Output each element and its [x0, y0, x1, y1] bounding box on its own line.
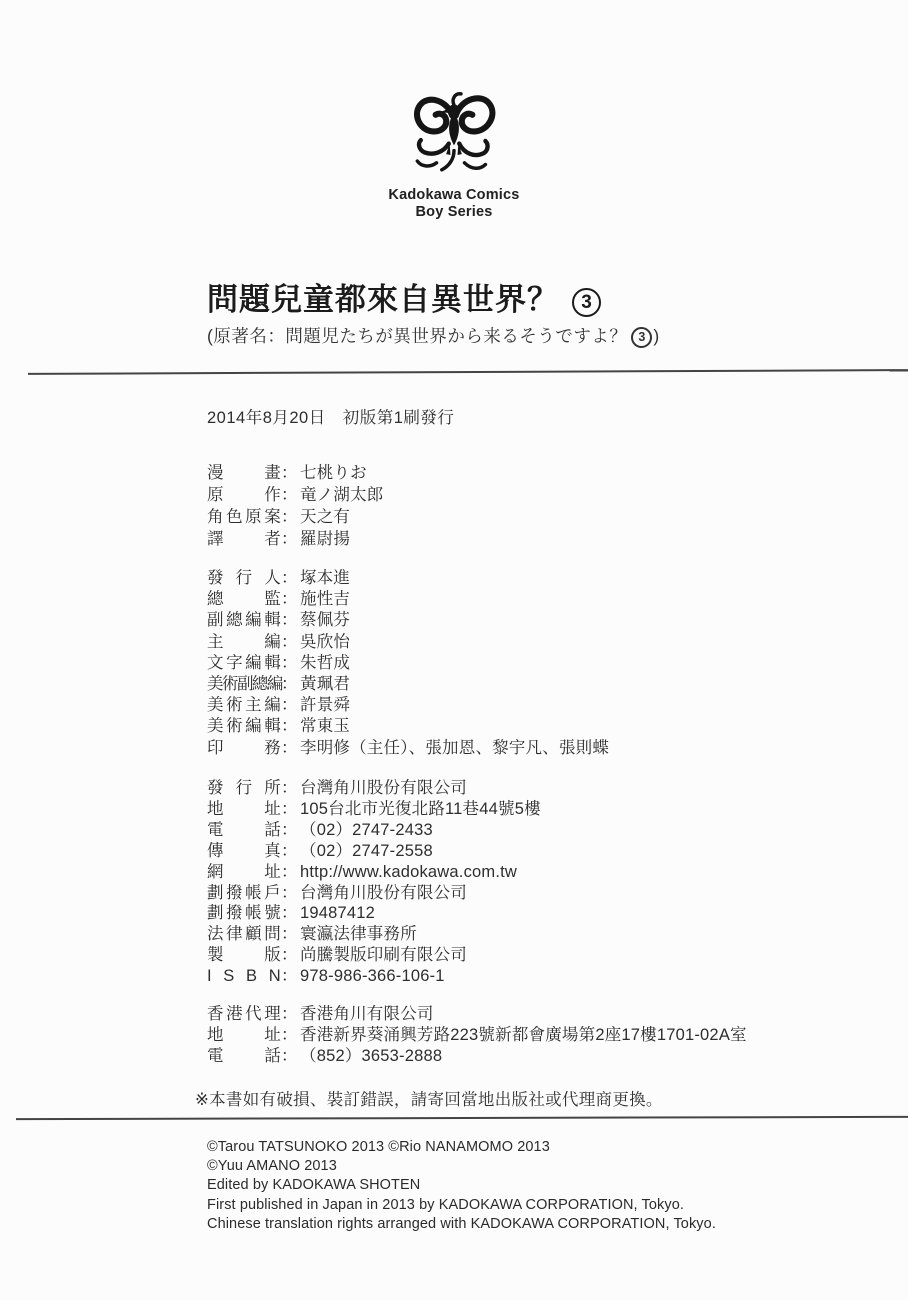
row-label: 美術編輯 [207, 717, 281, 736]
publisher-row [207, 820, 541, 841]
hk-agent-row [207, 1004, 747, 1025]
publisher-row [207, 945, 541, 966]
row-value: 尚騰製版印刷有限公司 [300, 946, 467, 965]
credit-row [207, 462, 384, 484]
publisher-row [207, 966, 541, 987]
row-value: （02）2747-2433 [300, 820, 433, 839]
row-colon: ： [281, 862, 298, 881]
row-label: 發 行 所 [207, 779, 281, 797]
kadokawa-phoenix-icon [410, 86, 498, 182]
row-label: 總 監 [207, 590, 281, 609]
row-colon: ： [281, 925, 298, 944]
credit-row [207, 589, 609, 610]
publisher-row [207, 799, 541, 820]
copyright-line: ©Tarou TATSUNOKO 2013 ©Rio NANAMOMO 2013 [207, 1139, 550, 1155]
row-value: 寰瀛法律事務所 [300, 925, 417, 944]
logo-caption-line1: Kadokawa Comics [388, 187, 520, 203]
original-title-text: (原著名：問題児たちが異世界から来るそうですよ？ [207, 326, 628, 346]
row-label: 文字編輯 [207, 653, 281, 672]
top-divider [28, 369, 908, 375]
copyright-line: Chinese translation rights arranged with KADOKAWA CORPORATION, Tokyo. [207, 1215, 716, 1232]
row-value: 羅尉揚 [300, 530, 351, 548]
row-label: 角色原案 [207, 508, 281, 526]
row-colon: ： [281, 717, 298, 736]
row-value: 黃珮君 [300, 675, 351, 694]
row-value: （02）2747-2558 [300, 841, 433, 860]
row-label: 發 行 人 [207, 569, 281, 587]
row-colon: ： [281, 696, 298, 715]
editorial-credits [207, 568, 609, 759]
book-title-text: 問題兒童都來自異世界？ [207, 282, 559, 317]
credit-row [207, 632, 609, 653]
row-value: 吳欣怡 [300, 632, 351, 651]
staff-credits [207, 462, 384, 550]
row-colon: ： [281, 611, 298, 630]
row-label: 網 址 [207, 862, 281, 881]
title-block [207, 283, 867, 348]
row-value: 竜ノ湖太郎 [300, 486, 384, 504]
row-colon: ： [281, 904, 298, 923]
row-value: 台灣角川股份有限公司 [300, 883, 467, 902]
row-colon: ： [281, 779, 298, 797]
row-label: 傳 真 [207, 841, 281, 860]
row-label: 地 址 [207, 1026, 281, 1044]
website-url: http://www.kadokawa.com.tw [300, 862, 518, 881]
credit-row [207, 528, 384, 550]
row-label: 香港代理 [207, 1005, 281, 1023]
copyright-line: Edited by KADOKAWA SHOTEN [207, 1177, 421, 1194]
row-label: 副總編輯 [207, 611, 281, 630]
copyright-line: ©Yuu AMANO 2013 [207, 1158, 337, 1175]
row-colon: ： [281, 820, 298, 839]
original-volume-number-circled: 3 [631, 327, 652, 348]
logo-caption-line2: Boy Series [415, 204, 493, 220]
row-label: 製 版 [207, 946, 281, 965]
row-colon: ： [281, 799, 298, 818]
row-value: 香港角川有限公司 [300, 1005, 434, 1023]
credit-row [207, 506, 384, 528]
row-value: 塚本進 [300, 569, 351, 587]
row-colon: ： [281, 883, 298, 902]
row-value: 蔡佩芬 [300, 611, 351, 630]
row-colon: ： [281, 569, 298, 587]
credit-row [207, 674, 609, 695]
publisher-row [207, 883, 541, 904]
row-label: 主 編 [207, 632, 281, 651]
publisher-row [207, 924, 541, 945]
hk-agent-row [207, 1025, 747, 1046]
copyright-line: First published in Japan in 2013 by KADOKAWA CORPORATION, Tokyo. [207, 1196, 685, 1213]
row-label: 漫 畫 [207, 464, 281, 482]
row-label: 原 作 [207, 486, 281, 504]
credit-row [207, 653, 609, 674]
credit-row [207, 610, 609, 631]
row-label: 美術主編 [207, 696, 281, 715]
row-label: 劃撥帳號 [207, 904, 281, 923]
row-value: （852）3653-2888 [300, 1047, 443, 1065]
row-colon: ： [281, 738, 298, 757]
row-label: 美術副總編 [207, 675, 281, 694]
row-colon: ： [281, 653, 298, 672]
credit-row [207, 716, 609, 737]
row-colon: ： [281, 946, 298, 965]
row-label: I S B N [207, 967, 281, 986]
bottom-divider [16, 1116, 908, 1121]
row-value: 天之有 [300, 508, 351, 526]
row-label: 電 話 [207, 1047, 281, 1065]
credit-row [207, 738, 609, 759]
row-value: 施性吉 [300, 590, 351, 609]
publisher-info [207, 778, 541, 987]
row-label: 法律顧問 [207, 925, 281, 944]
row-value: 許景舜 [300, 696, 351, 715]
row-label: 地 址 [207, 799, 281, 818]
publisher-row [207, 903, 541, 924]
row-label: 譯 者 [207, 530, 281, 548]
damage-notice: ※本書如有破損、裝訂錯誤，請寄回當地出版社或代理商更換。 [195, 1091, 663, 1109]
publisher-row [207, 841, 541, 862]
publisher-row [207, 778, 541, 799]
publisher-row [207, 862, 541, 883]
row-colon: ： [281, 1005, 298, 1023]
copyright-block [207, 1138, 716, 1234]
row-value: 香港新界葵涌興芳路223號新都會廣場第2座17樓1701-02A室 [300, 1026, 747, 1044]
credit-row [207, 568, 609, 589]
row-colon: ： [281, 530, 298, 548]
row-value: 105台北市光復北路11巷44號5樓 [300, 799, 541, 818]
row-colon: ： [281, 1047, 298, 1065]
row-label: 印 務 [207, 738, 281, 757]
row-value: 李明修（主任）、張加恩、黎宇凡、張則蝶 [300, 738, 610, 757]
row-colon: ： [281, 632, 298, 651]
row-colon: ： [281, 967, 298, 986]
isbn-value: 978-986-366-106-1 [300, 967, 445, 986]
credit-row [207, 695, 609, 716]
original-title [207, 323, 867, 348]
row-colon: ： [281, 590, 298, 609]
hk-agent-row [207, 1046, 747, 1067]
row-colon: ： [281, 508, 298, 526]
row-label: 電 話 [207, 820, 281, 839]
row-value: 朱哲成 [300, 653, 351, 672]
book-title [207, 283, 867, 317]
original-title-suffix: ) [653, 326, 660, 346]
print-edition-line: 2014年8月20日 初版第1刷發行 [207, 409, 455, 427]
row-value: 19487412 [300, 904, 376, 923]
row-colon: ： [281, 1026, 298, 1044]
volume-number-circled: 3 [572, 288, 601, 317]
row-colon: ： [281, 675, 298, 694]
credit-row [207, 484, 384, 506]
row-colon: ： [281, 841, 298, 860]
row-value: 台灣角川股份有限公司 [300, 779, 467, 797]
publisher-logo-block [0, 86, 908, 221]
row-colon: ： [281, 464, 298, 482]
row-colon: ： [281, 486, 298, 504]
row-label: 劃撥帳戶 [207, 883, 281, 902]
hk-agent-info [207, 1004, 747, 1067]
row-value: 七桃りお [300, 464, 367, 482]
row-value: 常東玉 [300, 717, 351, 736]
